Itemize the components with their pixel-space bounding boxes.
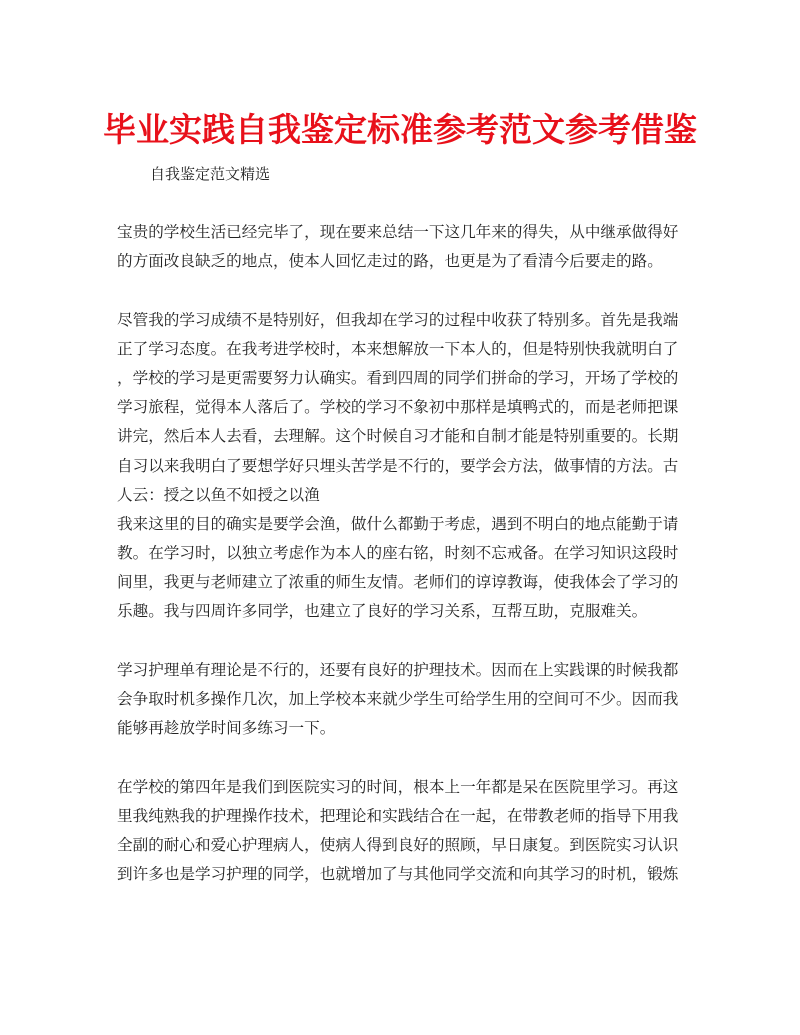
paragraph-line: 在学校的第四年是我们到医院实习的时间，根本上一年都是呆在医院里学习。再这 — [117, 777, 679, 796]
document-body — [117, 218, 687, 889]
paragraph — [117, 510, 687, 627]
paragraph — [117, 218, 687, 276]
paragraph-line: 会争取时机多操作几次，加上学校本来就少学生可给学生用的空间可不少。因而我 — [117, 690, 679, 708]
paragraph-line: 里我纯熟我的护理操作技术，把理论和实践结合在一起，在带教老师的指导下用我 — [117, 806, 679, 825]
document-subtitle: 自我鉴定范文精选 — [150, 165, 271, 183]
paragraph-line: 全副的耐心和爱心护理病人，使病人得到良好的照顾，早日康复。到医院实习认识 — [117, 835, 679, 854]
paragraph-line: 我来这里的目的确实是要学会渔，做什么都勤于考虑，遇到不明白的地点能勤于请 — [117, 514, 679, 533]
paragraph-line: ，学校的学习是更需要努力认确实。看到四周的同学们拼命的学习，开场了学校的 — [117, 368, 679, 387]
paragraph-line: 间里，我更与老师建立了浓重的师生友情。老师们的谆谆教诲，使我体会了学习的 — [117, 573, 679, 592]
paragraph-spacer — [117, 276, 687, 305]
paragraph-line: 正了学习态度。在我考进学校时，本来想解放一下本人的，但是特别快我就明白了 — [117, 339, 679, 358]
paragraph-line: 宝贵的学校生活已经完毕了，现在要来总结一下这几年来的得失，从中继承做得好 — [117, 223, 679, 241]
paragraph-line: 学习旅程，觉得本人落后了。学校的学习不象初中那样是填鸭式的，而是老师把课 — [117, 398, 679, 417]
paragraph-line: 乐趣。我与四周许多同学，也建立了良好的学习关系，互帮互助，克服难关。 — [117, 602, 648, 621]
paragraph-line: 讲完，然后本人去看，去理解。这个时候自习才能和自制才能是特别重要的。长期 — [117, 427, 679, 446]
paragraph-line: 能够再趁放学时间多练习一下。 — [117, 719, 336, 738]
paragraph-line: 自习以来我明白了要想学好只埋头苦学是不行的，要学会方法，做事情的方法。古 — [117, 456, 679, 475]
paragraph-spacer — [117, 743, 687, 772]
paragraph-line: 教。在学习时，以独立考虑作为本人的座右铭，时刻不忘戒备。在学习知识这段时 — [117, 544, 679, 563]
document-title: 毕业实践自我鉴定标准参考范文参考借鉴 — [103, 110, 697, 149]
paragraph-line: 学习护理单有理论是不行的，还要有良好的护理技术。因而在上实践课的时候我都 — [117, 660, 679, 679]
paragraph — [117, 656, 687, 744]
paragraph-line: 尽管我的学习成绩不是特别好，但我却在学习的过程中收获了特别多。首先是我端 — [117, 310, 679, 329]
paragraph-line: 人云：授之以鱼不如授之以渔 — [117, 485, 320, 504]
paragraph — [117, 773, 687, 890]
paragraph-line: 到许多也是学习护理的同学，也就增加了与其他同学交流和向其学习的时机，锻炼 — [117, 865, 679, 884]
paragraph-spacer — [117, 627, 687, 656]
paragraph-line: 的方面改良缺乏的地点，使本人回忆走过的路，也更是为了看清今后要走的路。 — [117, 252, 663, 271]
paragraph — [117, 306, 687, 510]
